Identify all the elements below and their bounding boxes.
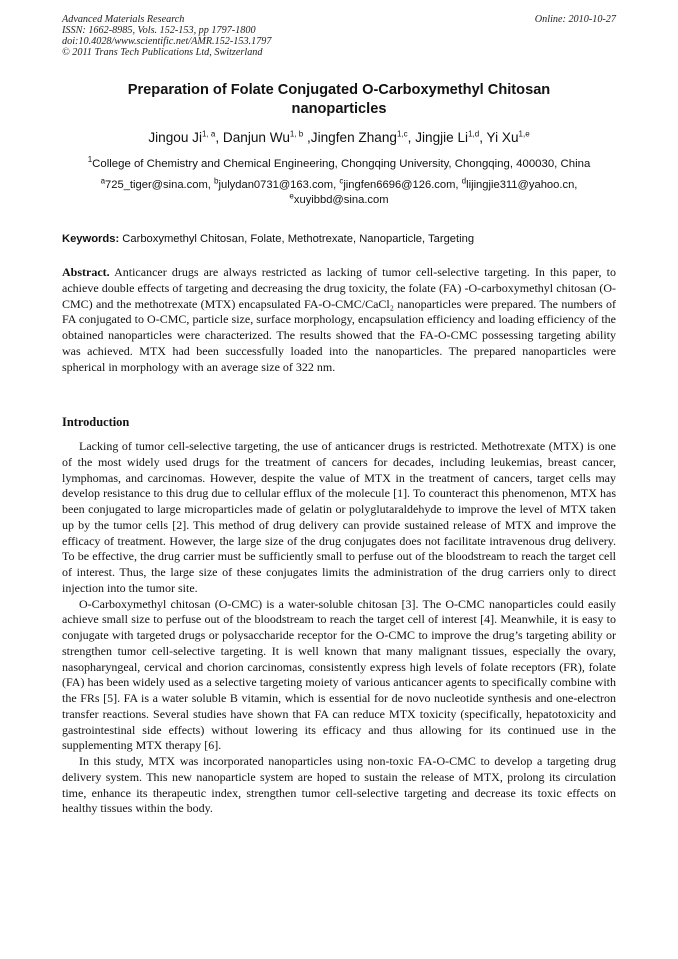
title-line-2: nanoparticles xyxy=(291,101,387,117)
author-list xyxy=(62,129,616,147)
section-heading: Introduction xyxy=(62,415,130,429)
author-affiliation-mark: 1, b xyxy=(289,129,304,139)
affiliation-text: College of Chemistry and Chemical Engineering, Chongqing University, Chongqing, 400030, China xyxy=(92,158,591,170)
title-line-1: Preparation of Folate Conjugated O-Carboxymethyl Chitosan xyxy=(127,82,551,98)
keywords-label: Keywords: xyxy=(62,233,120,245)
author-name: Danjun Wu xyxy=(222,130,290,145)
paragraph: O-Carboxymethyl chitosan (O-CMC) is a water-soluble chitosan [3]. The O-CMC nanoparticles could easily achieve small size to perfuse out of the bloodstream to reach the target cell of interest [4]. Meanwhile, it is easy to conjugate with targeted drugs or polysaccharide receptor for the O-CMC to improve the drug’s targeting ability or strengthen tumor cell-selective targeting. It is well known that many malignant tissues, especially the ovary, nasopharyngeal, cervical and chorion carcinomas, consistently express high levels of folate receptors (FR), folate (FA) has been widely used as a selective targeting moiety of various anticancer agents to specifically combine with the FRs [5]. FA is a water soluble B vitamin, which is essential for de novo nucleotide synthesis and one-electron transfer reactions. Several studies have shown that FA can reduce MTX toxicity (specifically, hepatotoxicity and gastrointestinal side effects) without lowering its efficacy and thus allowing for its continued use in the supplementing MTX therapy [6]. xyxy=(62,596,616,753)
author-affiliation-mark: 1,d xyxy=(468,129,480,139)
abstract-label: Abstract. xyxy=(62,265,110,279)
keywords-text: Carboxymethyl Chitosan, Folate, Methotrexate, Nanoparticle, Targeting xyxy=(119,233,475,245)
email-address: jingfen6696@126.com, xyxy=(343,179,462,191)
paper-title xyxy=(62,81,616,119)
email-mark: a xyxy=(100,176,106,186)
copyright-line: © 2011 Trans Tech Publications Ltd, Switzerland xyxy=(62,47,263,58)
email-address: 725_tiger@sina.com, xyxy=(105,179,215,191)
author-name: Jingfen Zhang xyxy=(310,130,397,145)
author-name: Yi Xu xyxy=(486,130,519,145)
paragraph: In this study, MTX was incorporated nanoparticles using non-toxic FA-O-CMC to develop a targeting drug delivery system. This new nanoparticle system are hoped to sustain the release of MTX, prolong its circulation time, enhance its therapeutic index, strengthen tumor cell-selective targeting and decrease its toxic effects on healthy tissues within the body. xyxy=(62,754,616,816)
author-affiliation-mark: 1,e xyxy=(518,129,530,139)
abstract-text: Anticancer drugs are always restricted as lacking of tumor cell-selective targeting. In this paper, to achieve double effects of targeting and decreasing the drug toxicity, the folate (FA) -O-carboxymethyl chitosan (O-CMC) and the methotrexate (MTX) encapsulated FA-O-CMC/CaCl₂ nanoparticles were prepared. The numbers of FA conjugated to O-CMC, particle size, surface morphology, encapsulation efficiency and loading efficiency of the obtained nanoparticles were characterized. The results showed that the FA-O-CMC possessing targeting ability was achieved. MTX had been successfully loaded into the nanoparticles. The prepared nanoparticles were spherical in morphology with an average size of 322 nm. xyxy=(62,265,616,374)
journal-name: Advanced Materials Research xyxy=(62,14,185,25)
email-mark: d xyxy=(461,176,467,186)
affiliation xyxy=(62,157,616,172)
email-mark: b xyxy=(214,176,219,186)
online-date: Online: 2010-10-27 xyxy=(534,14,616,25)
journal-header xyxy=(62,14,616,58)
author-name: Jingou Ji xyxy=(148,130,202,145)
email-list xyxy=(62,178,616,208)
email-mark: c xyxy=(339,176,344,186)
affiliation-mark: 1 xyxy=(87,155,93,165)
author-separator: , xyxy=(303,130,311,145)
author-separator: , xyxy=(479,130,487,145)
author-separator: , xyxy=(215,130,223,145)
keywords-line xyxy=(62,232,616,246)
introduction-body xyxy=(62,439,616,817)
author-affiliation-mark: 1,c xyxy=(396,129,408,139)
paragraph: Lacking of tumor cell-selective targeting, the use of anticancer drugs is restricted. Methotrexate (MTX) is one of the most widely used drugs for the treatment of cancers for decades, including leukemias, breast cancer, lymphomas, and carcinomas. However, despite the value of MTX in the treatment of cancers, target cells may develop resistance to this drug due to cellular efflux of the molecule [1]. To counteract this phenomenon, MTX has been conjugated to large microparticles made of gelatin or polyglutaraldehyde to improve the level of MTX taken up by the tumor cells [2]. This method of drug delivery can provide sustained release of MTX and improve the efficacy of treatment. However, the large size of the drug conjugates does not facilitate intravenous drug delivery. To be effective, the drug carrier must be sufficiently small to perfuse out of the bloodstream to reach the target cell of interest. Thus, the large size of these conjugates limits the administration of the drug carriers only to direct injection into the tumor site. xyxy=(62,439,616,595)
doi-line: doi:10.4028/www.scientific.net/AMR.152-153.1797 xyxy=(62,36,272,47)
author-separator: , xyxy=(407,130,416,145)
email-address: xuyibbd@sina.com xyxy=(293,194,389,206)
email-mark: e xyxy=(289,191,294,201)
issn-line: ISSN: 1662-8985, Vols. 152-153, pp 1797-1800 xyxy=(62,25,256,36)
abstract xyxy=(62,265,616,375)
email-address: julydan0731@163.com, xyxy=(218,179,340,191)
author-name: Jingjie Li xyxy=(415,130,469,145)
email-address: lijingjie311@yahoo.cn, xyxy=(466,179,578,191)
author-affiliation-mark: 1, a xyxy=(201,129,216,139)
